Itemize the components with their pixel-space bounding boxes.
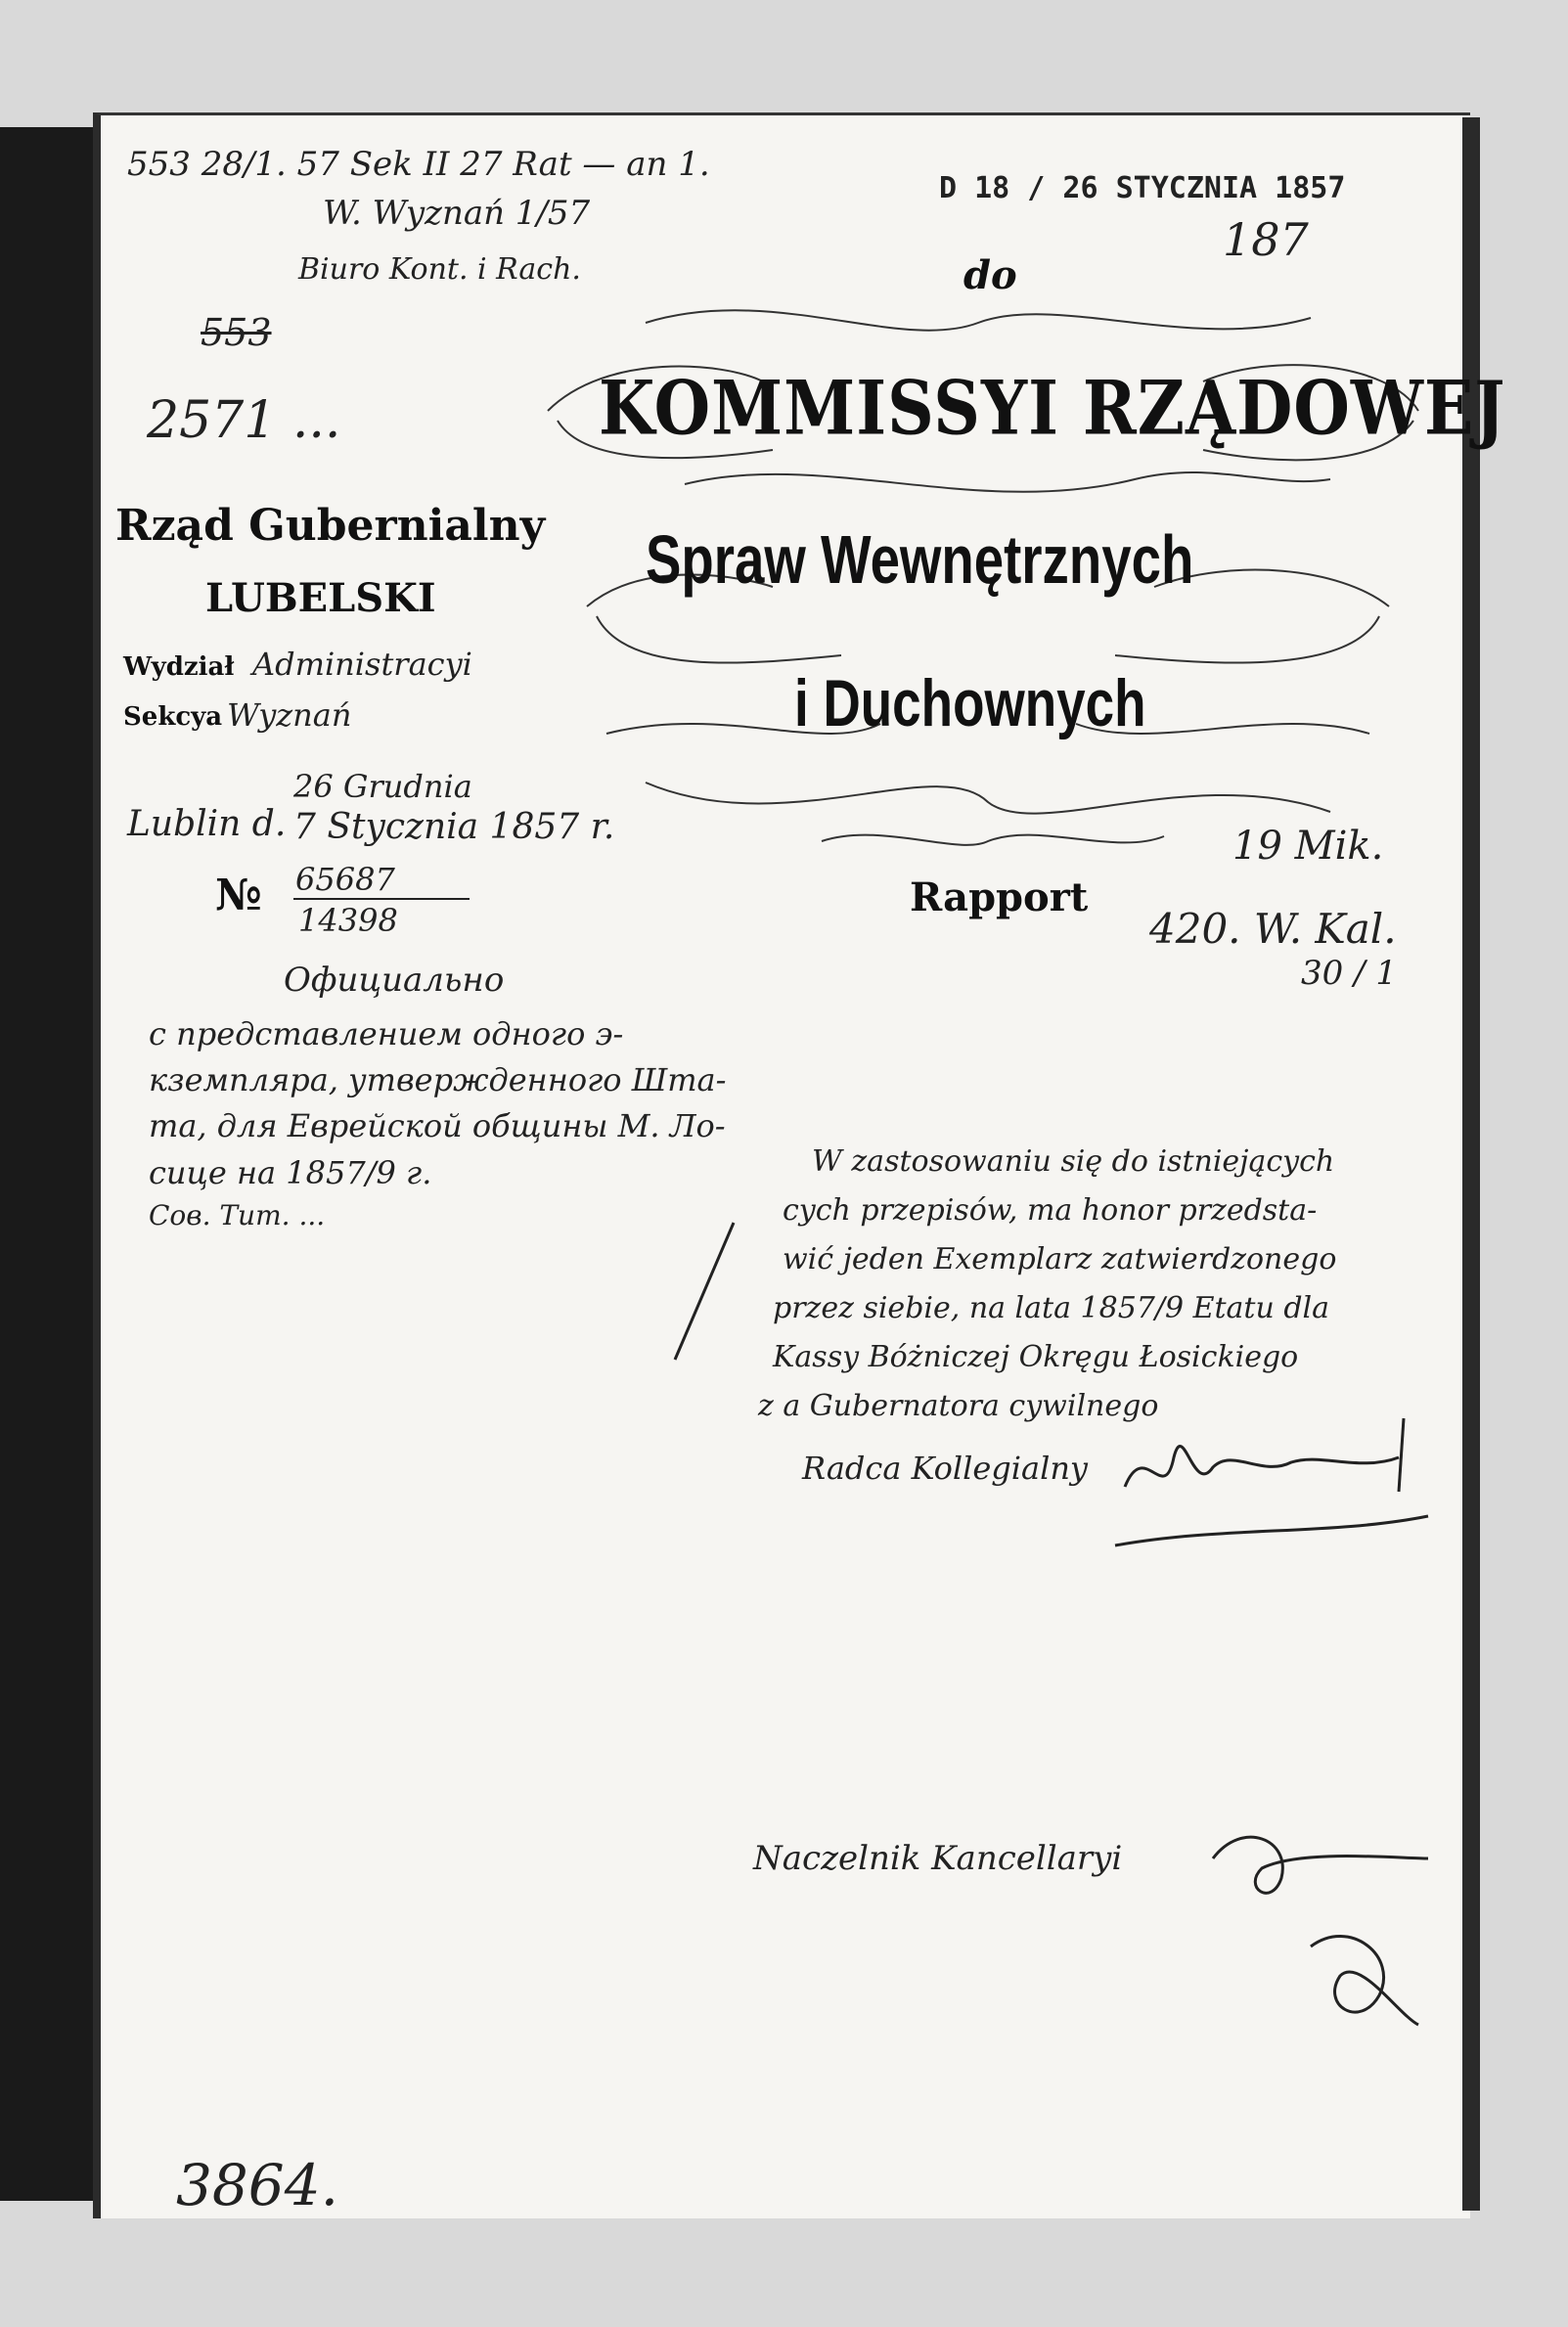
summary-line1: Официально [284, 961, 505, 1000]
registry-line2: 420. W. Kal. [1149, 905, 1397, 953]
body-line5: Kassy Bóżniczej Okręgu Łosickiego [773, 1340, 1299, 1374]
addressee-to: do [963, 252, 1017, 298]
summary-line6: Сов. Тит. ... [149, 1199, 326, 1231]
addressee-line3: i Duchownych [794, 666, 1146, 740]
date-top: 26 Grudnia [293, 768, 472, 805]
wydzial-label: Wydział [123, 652, 235, 682]
registry-line1: 19 Mik. [1232, 824, 1384, 869]
body-line1: W zastosowaniu się do istniejących [812, 1144, 1335, 1179]
archive-number: 3864. [176, 2152, 339, 2218]
chief-signature-mark [1203, 1819, 1438, 2044]
stamp-code: 187 [1223, 213, 1309, 266]
registry-line3: 30 / 1 [1301, 954, 1397, 993]
sender-line1: Rząd Gubernialny [115, 501, 546, 551]
addressee-line2: Spraw Wewnętrznych [646, 521, 1194, 598]
place: Lublin d. [127, 804, 287, 844]
book-binding [0, 127, 98, 2201]
number-divider [293, 898, 470, 900]
header-number-a: 553 [201, 311, 272, 354]
summary-line4: та, для Еврейской общины М. Ло- [149, 1107, 726, 1144]
date-bottom: 7 Stycznia 1857 r. [293, 807, 615, 847]
signature-mark [1105, 1399, 1438, 1555]
signature-title: Radca Kollegialny [802, 1450, 1088, 1487]
margin-stroke [665, 1213, 743, 1369]
date-stamp: D 18 / 26 STYCZNIA 1857 [939, 171, 1346, 205]
number-top: 65687 [295, 861, 395, 898]
number-label: № [215, 871, 262, 920]
header-number-b: 2571 ... [147, 391, 341, 450]
body-line4: przez siebie, na lata 1857/9 Etatu dla [773, 1291, 1330, 1325]
header-note-line3: Biuro Kont. i Rach. [298, 252, 581, 287]
document-type: Rapport [910, 874, 1089, 920]
addressee-line1: KOMMISSYI RZĄDOWEJ [599, 364, 1506, 452]
body-line6: z a Gubernatora cywilnego [758, 1389, 1159, 1423]
body-line2: cych przepisów, ma honor przedsta- [783, 1193, 1318, 1228]
body-line3: wić jeden Exemplarz zatwierdzonego [783, 1242, 1337, 1276]
summary-line2: с представлением одного э- [149, 1015, 624, 1052]
sekcya-label: Sekcya [123, 702, 223, 732]
sekcya-value: Wyznań [227, 696, 352, 734]
number-bottom: 14398 [298, 902, 398, 939]
summary-line3: кземпляра, утвержденного Шта- [149, 1061, 727, 1098]
wydzial-value: Administracyi [252, 646, 472, 683]
sender-line2: LUBELSKI [205, 575, 436, 621]
summary-line5: сице на 1857/9 г. [149, 1154, 432, 1191]
header-note-line2: W. Wyznań 1/57 [323, 194, 591, 233]
chief-signature-line: Naczelnik Kancellaryi [753, 1839, 1123, 1878]
header-note-line1: 553 28/1. 57 Sek II 27 Rat — an 1. [127, 145, 710, 184]
